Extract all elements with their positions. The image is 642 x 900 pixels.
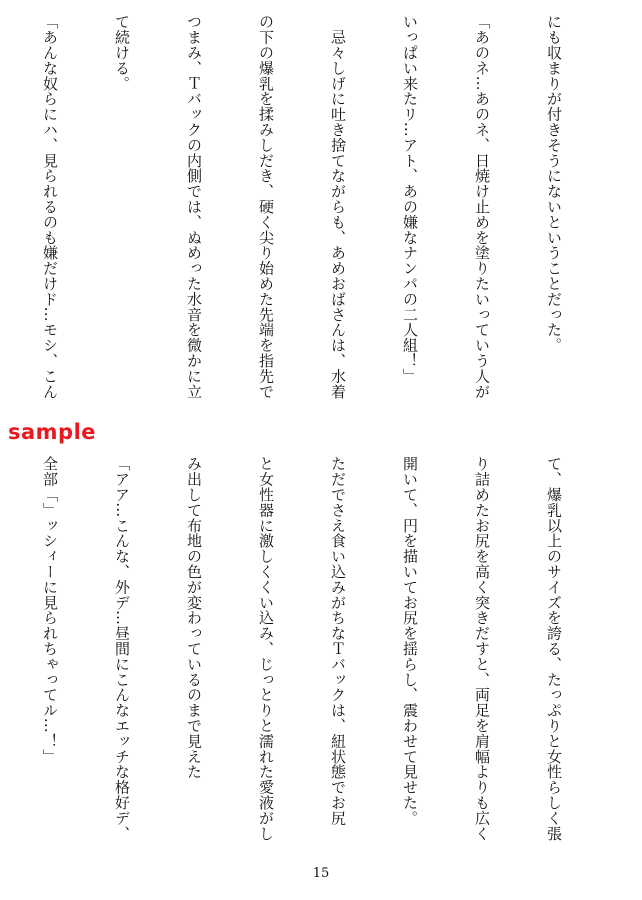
- text-column: の下の爆乳を揉みしだき、硬く尖り始めた先端を指先で: [257, 14, 275, 399]
- text-column: み出して布地の色が変わっているのまで見えた: [185, 456, 203, 780]
- text-column: と女性器に激しくくい込み、じっとりと濡れた愛液がし: [257, 456, 275, 841]
- text-column: て、爆乳以上のサイズを誇る、たっぷりと女性らしく張: [545, 456, 563, 841]
- text-column: ただでさえ食い込みがちなＴバックは、紐状態でお尻: [329, 456, 347, 826]
- page-number: 15: [312, 866, 330, 881]
- text-column: 「あのネ…あのネ、日焼け止めを塗りたいっていう人が: [473, 14, 491, 399]
- text-column: にも収まりが付きそうにないということだった。: [545, 14, 563, 353]
- text-column: て続ける。: [113, 14, 131, 91]
- text-column: 「アア…こんな、外デ…昼間にこんなエッチな格好デ、: [113, 456, 131, 841]
- text-column: 開いて、円を描いてお尻を揺らし、震わせて見せた。: [401, 456, 419, 826]
- sample-watermark: sample: [8, 420, 97, 444]
- text-column: り詰めたお尻を高く突きだすと、両足を肩幅よりも広く: [473, 456, 491, 841]
- text-column: 全部「」ッシィーに見られちゃってル…！」: [41, 456, 59, 764]
- text-column: 忌々しげに吐き捨てながらも、あめおばさんは、水着: [329, 14, 347, 399]
- text-column: 「あんな奴らにハ、見られるのも嫌だけド…モシ、こん: [41, 14, 59, 399]
- text-column: つまみ、Ｔバックの内側では、ぬめった水音を微かに立: [185, 14, 203, 399]
- text-column: いっぱい来たリ…アト、あの嫌なナンパの二人組！」: [401, 14, 419, 384]
- upper-text-block: [41, 14, 614, 409]
- lower-text-block: [41, 456, 614, 851]
